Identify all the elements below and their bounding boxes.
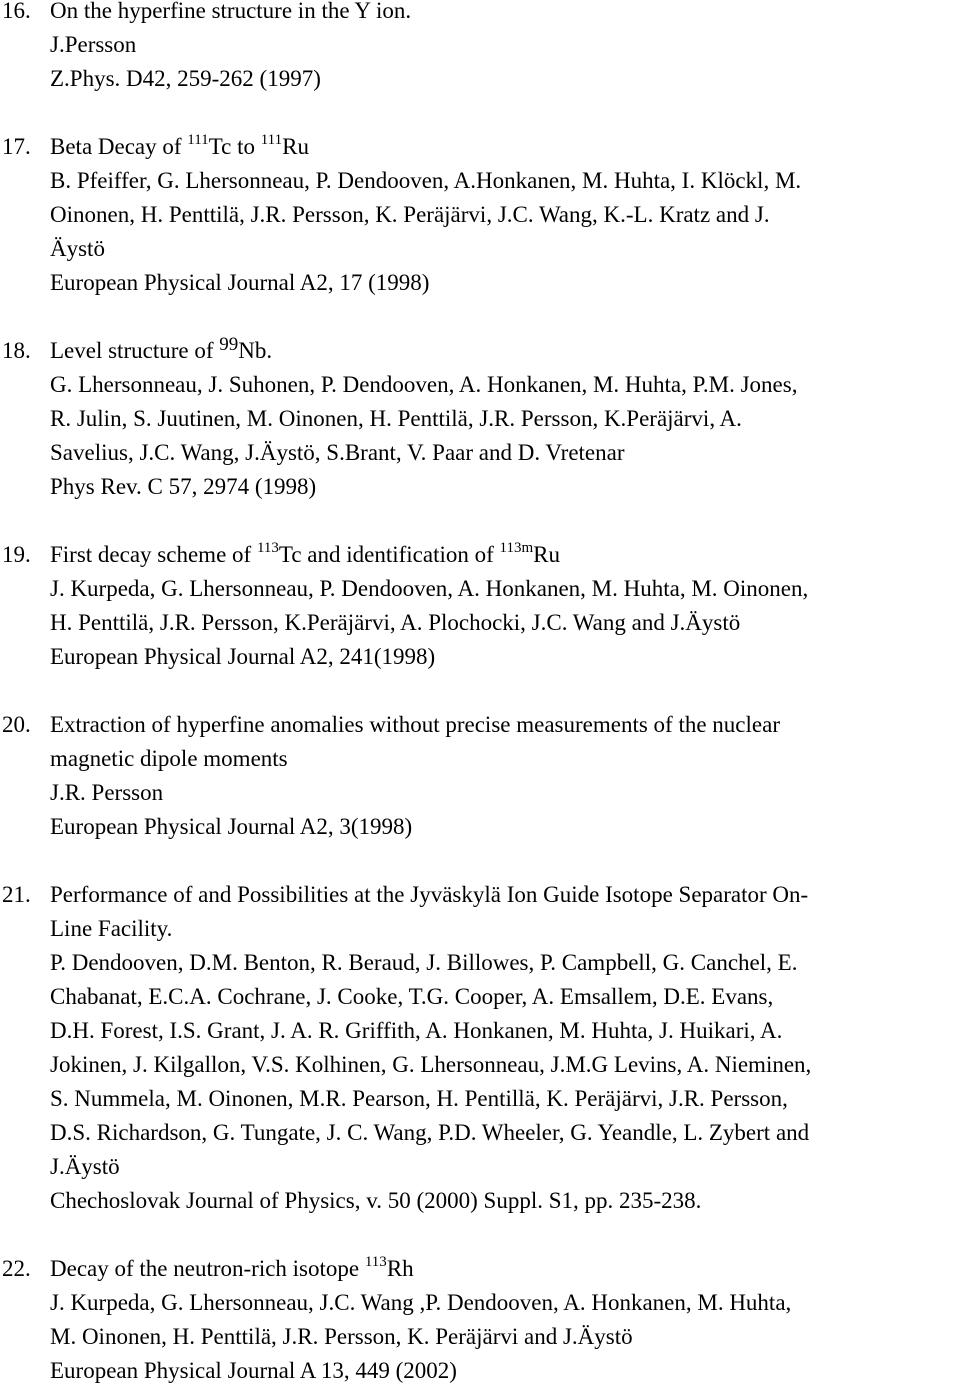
entry-authors-line: J.Äystö (50, 1154, 120, 1179)
entry-authors-line: M. Oinonen, H. Penttilä, J.R. Persson, K. Peräjärvi and J.Äystö (50, 1324, 633, 1349)
entry-authors-line: D.S. Richardson, G. Tungate, J. C. Wang, P.D. Wheeler, G. Yeandle, L. Zybert and (50, 1120, 810, 1145)
entry-number: 21. (2, 882, 31, 907)
publication-entry (0, 538, 960, 674)
title-text: Ru (282, 134, 309, 159)
entry-journal: European Physical Journal A2, 3(1998) (50, 814, 413, 839)
entry-journal: Phys Rev. C 57, 2974 (1998) (50, 474, 317, 499)
publication-entry (0, 130, 960, 300)
entry-number: 16. (2, 0, 31, 23)
entry-authors-line: Chabanat, E.C.A. Cochrane, J. Cooke, T.G. Cooper, A. Emsallem, D.E. Evans, (50, 984, 774, 1009)
title-text: Beta Decay of (50, 134, 188, 159)
entry-authors-line: S. Nummela, M. Oinonen, M.R. Pearson, H. Pentillä, K. Peräjärvi, J.R. Persson, (50, 1086, 788, 1111)
entry-journal: Z.Phys. D42, 259-262 (1997) (50, 66, 321, 91)
isotope-mass-superscript: 113 (364, 1254, 387, 1270)
publication-entry (0, 878, 960, 1218)
entry-authors-line: Savelius, J.C. Wang, J.Äystö, S.Brant, V. Paar and D. Vretenar (50, 440, 625, 465)
entry-authors-line: J. Kurpeda, G. Lhersonneau, J.C. Wang ,P. Dendooven, A. Honkanen, M. Huhta, (50, 1290, 792, 1315)
title-text: Level structure of (50, 338, 220, 363)
entry-number: 22. (2, 1256, 31, 1281)
entry-authors-line: Oinonen, H. Penttilä, J.R. Persson, K. Peräjärvi, J.C. Wang, K.-L. Kratz and J. (50, 202, 770, 227)
entry-authors: J.Persson (50, 32, 137, 57)
entry-journal: Chechoslovak Journal of Physics, v. 50 (2000) Suppl. S1, pp. 235-238. (50, 1188, 702, 1213)
entry-authors-line: B. Pfeiffer, G. Lhersonneau, P. Dendooven, A.Honkanen, M. Huhta, I. Klöckl, M. (50, 168, 802, 193)
title-text: Tc to (208, 134, 261, 159)
entry-journal: European Physical Journal A2, 17 (1998) (50, 270, 430, 295)
entry-title (50, 130, 960, 164)
entry-authors-line: J.R. Persson (50, 780, 164, 805)
title-text: Rh (386, 1256, 414, 1281)
title-text: Decay of the neutron-rich isotope (50, 1256, 365, 1281)
title-text: Tc and identification of (278, 542, 500, 567)
entry-authors-line: P. Dendooven, D.M. Benton, R. Beraud, J. Billowes, P. Campbell, G. Canchel, E. (50, 950, 798, 975)
entry-title (50, 334, 960, 368)
entry-title: On the hyperfine structure in the Y ion. (50, 0, 412, 23)
title-text: Nb. (238, 338, 273, 363)
publication-entry (0, 708, 960, 844)
entry-authors-line: D.H. Forest, I.S. Grant, J. A. R. Griffith, A. Honkanen, M. Huhta, J. Huikari, A. (50, 1018, 783, 1043)
entry-title-line: magnetic dipole moments (50, 746, 288, 771)
title-text: Ru (533, 542, 561, 567)
entry-authors-line: J. Kurpeda, G. Lhersonneau, P. Dendooven, A. Honkanen, M. Huhta, M. Oinonen, (50, 576, 809, 601)
entry-number: 19. (2, 542, 31, 567)
entry-authors-line: G. Lhersonneau, J. Suhonen, P. Dendooven, A. Honkanen, M. Huhta, P.M. Jones, (50, 372, 798, 397)
isotope-mass-superscript: 113m (499, 540, 534, 556)
isotope-mass-superscript: 111 (187, 132, 209, 148)
isotope-mass-superscript: 99 (219, 334, 239, 355)
entry-journal: European Physical Journal A2, 241(1998) (50, 644, 436, 669)
entry-authors-line: Jokinen, J. Kilgallon, V.S. Kolhinen, G. Lhersonneau, J.M.G Levins, A. Nieminen, (50, 1052, 812, 1077)
entry-authors-line: H. Penttilä, J.R. Persson, K.Peräjärvi, A. Plochocki, J.C. Wang and J.Äystö (50, 610, 741, 635)
title-text: First decay scheme of (50, 542, 257, 567)
publication-entry (0, 0, 960, 96)
entry-title-line: Extraction of hyperfine anomalies without precise measurements of the nuclear (50, 712, 780, 737)
entry-number: 18. (2, 338, 31, 363)
entry-authors-line: Äystö (50, 236, 105, 261)
entry-title-line: Performance of and Possibilities at the Jyväskylä Ion Guide Isotope Separator On- (50, 882, 809, 907)
isotope-mass-superscript: 113 (256, 540, 279, 556)
entry-title (50, 538, 960, 572)
entry-title (50, 1252, 960, 1286)
publication-entry (0, 1252, 960, 1388)
isotope-mass-superscript: 111 (260, 132, 283, 148)
entry-number: 20. (2, 712, 31, 737)
entry-authors-line: R. Julin, S. Juutinen, M. Oinonen, H. Penttilä, J.R. Persson, K.Peräjärvi, A. (50, 406, 742, 431)
entry-title-line: Line Facility. (50, 916, 173, 941)
entry-journal: European Physical Journal A 13, 449 (2002) (50, 1358, 457, 1383)
publication-entry (0, 334, 960, 504)
entry-number: 17. (2, 134, 31, 159)
